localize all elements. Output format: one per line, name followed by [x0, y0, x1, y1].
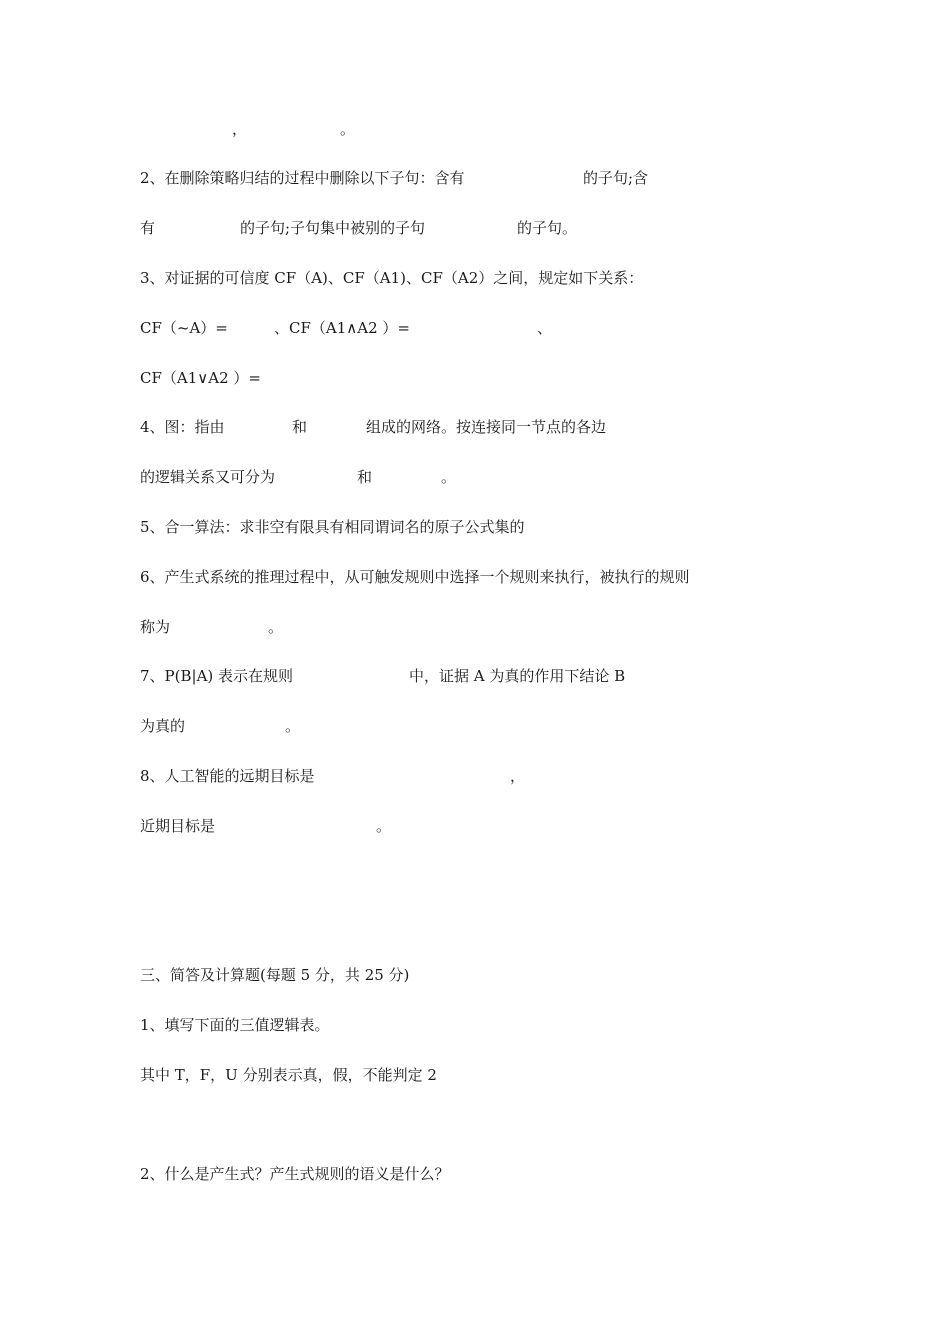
q3-text-b: CF（~A）= — [140, 319, 228, 337]
q8-text-c: 近期目标是 — [140, 817, 216, 835]
q6-text-b: 称为 — [140, 618, 171, 636]
q4-text-b: 和 — [292, 418, 308, 436]
q2-text-c: 有 — [140, 219, 156, 237]
q4-text-c: 组成的网络。按连接同一节点的各边 — [366, 418, 607, 436]
q8-text-d: 。 — [376, 817, 392, 835]
q4-text-f: 。 — [441, 468, 457, 486]
q2-text-a: 2、在删除策略归结的过程中删除以下子句：含有 — [140, 169, 465, 187]
s3q1-text-a: 1、填写下面的三值逻辑表。 — [140, 1016, 330, 1034]
q4-text-d: 的逻辑关系又可分为 — [140, 468, 276, 486]
question-6-line-1 — [0, 565, 950, 589]
q2-text-d: 的子句;子句集中被别的子句 — [240, 219, 426, 237]
question-3-line-3 — [0, 366, 950, 390]
q6-text-c: 。 — [268, 618, 284, 636]
s3q2-text: 2、什么是产生式？产生式规则的语义是什么？ — [140, 1165, 450, 1183]
q8-text-a: 8、人工智能的远期目标是 — [140, 767, 315, 785]
question-8-line-1 — [0, 764, 950, 788]
section-3-question-1-line-2 — [0, 1063, 950, 1087]
section-3-heading-text: 三、简答及计算题(每题 5 分，共 25 分) — [140, 966, 410, 984]
question-6-line-2 — [0, 615, 950, 639]
fill-blank-tail-line — [0, 117, 950, 141]
q7-text-d: 。 — [285, 717, 301, 735]
section-3-question-1-line-1 — [0, 1013, 950, 1037]
comma-text: ， — [232, 120, 248, 138]
section-3-heading — [0, 963, 950, 987]
q8-text-b: ， — [510, 767, 526, 785]
question-7-line-1 — [0, 664, 950, 688]
question-2-line-2 — [0, 216, 950, 240]
q2-text-b: 的子句;含 — [583, 169, 649, 187]
q3-text-d: 、 — [537, 319, 553, 337]
q7-text-c: 为真的 — [140, 717, 186, 735]
question-7-line-2 — [0, 714, 950, 738]
q3-text-e: CF（A1∨A2 ）= — [140, 369, 261, 387]
q5-text: 5、合一算法：求非空有限具有相同谓词名的原子公式集的 — [140, 518, 525, 536]
section-3-question-2-line-1 — [0, 1162, 950, 1186]
question-4-line-2 — [0, 465, 950, 489]
question-5-line-1 — [0, 515, 950, 539]
q4-text-a: 4、图：指由 — [140, 418, 225, 436]
q7-text-b: 中，证据 A 为真的作用下结论 B — [409, 667, 626, 685]
q3-text-a: 3、对证据的可信度 CF（A)、CF（A1)、CF（A2）之间，规定如下关系： — [140, 269, 644, 287]
q4-text-e: 和 — [357, 468, 373, 486]
s3q1-text-b: 其中 T，F，U 分别表示真，假，不能判定 2 — [140, 1066, 437, 1084]
question-2-line-1 — [0, 166, 950, 190]
q6-text-a: 6、产生式系统的推理过程中，从可触发规则中选择一个规则来执行，被执行的规则 — [140, 568, 690, 586]
question-8-line-2 — [0, 814, 950, 838]
q2-text-e: 的子句。 — [517, 219, 578, 237]
question-4-line-1 — [0, 415, 950, 439]
question-3-line-2 — [0, 316, 950, 340]
q7-text-a: 7、P(B|A) 表示在规则 — [140, 667, 294, 685]
period-text: 。 — [340, 120, 356, 138]
question-3-line-1 — [0, 266, 950, 290]
q3-text-c: 、CF（A1∧A2 ）= — [274, 319, 410, 337]
